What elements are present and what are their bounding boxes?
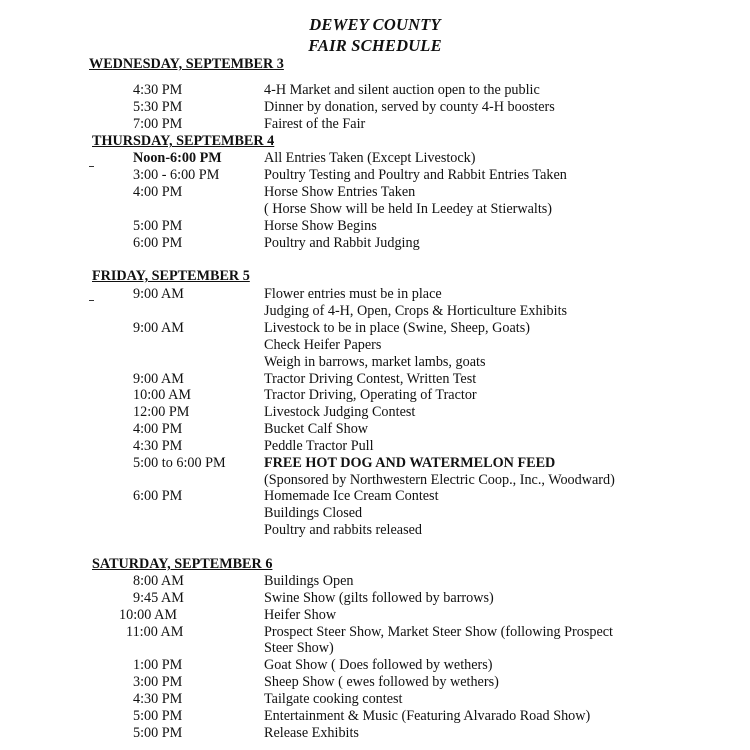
event-time: 5:00 to 6:00 PM xyxy=(133,455,226,471)
event-time: 4:30 PM xyxy=(133,691,183,707)
event-description: Goat Show ( Does followed by wethers) xyxy=(264,657,493,673)
event-description: Dinner by donation, served by county 4-H boosters xyxy=(264,99,555,115)
schedule-row xyxy=(0,522,750,539)
schedule-row xyxy=(0,674,750,691)
event-description: ( Horse Show will be held In Leedey at Stierwalts) xyxy=(264,201,553,217)
schedule-row xyxy=(0,184,750,201)
schedule-row xyxy=(0,640,750,657)
schedule-row xyxy=(0,421,750,438)
event-description: Horse Show Entries Taken xyxy=(264,184,416,200)
schedule-row xyxy=(0,116,750,133)
day-heading-saturday: SATURDAY, SEPTEMBER 6 xyxy=(92,556,273,572)
event-description: Bucket Calf Show xyxy=(264,421,369,437)
schedule-row xyxy=(0,99,750,116)
schedule-row xyxy=(0,303,750,320)
event-time: 3:00 PM xyxy=(133,674,183,690)
event-description: Judging of 4-H, Open, Crops & Horticulture Exhibits xyxy=(264,303,568,319)
event-description: Release Exhibits xyxy=(264,725,359,741)
event-time: 4:00 PM xyxy=(133,184,183,200)
schedule-row xyxy=(0,472,750,489)
event-description: Entertainment & Music (Featuring Alvarado Road Show) xyxy=(264,708,591,724)
schedule-row xyxy=(0,573,750,590)
event-description: Sheep Show ( ewes followed by wethers) xyxy=(264,674,499,690)
event-time: 5:00 PM xyxy=(133,725,183,741)
schedule-row xyxy=(0,657,750,674)
event-description: Steer Show) xyxy=(264,640,334,656)
event-time: 4:00 PM xyxy=(133,421,183,437)
schedule-row xyxy=(0,371,750,388)
event-description: FREE HOT DOG AND WATERMELON FEED xyxy=(264,455,556,471)
event-description: Poultry and rabbits released xyxy=(264,522,422,538)
event-description: Poultry Testing and Poultry and Rabbit Entries Taken xyxy=(264,167,567,183)
event-time: 4:30 PM xyxy=(133,82,183,98)
event-time: 9:00 AM xyxy=(133,286,184,302)
schedule-row xyxy=(0,387,750,404)
event-time: 9:00 AM xyxy=(133,320,184,336)
event-time: 4:30 PM xyxy=(133,438,183,454)
event-description: (Sponsored by Northwestern Electric Coop., Inc., Woodward) xyxy=(264,472,615,488)
schedule-row xyxy=(0,624,750,641)
event-description: Homemade Ice Cream Contest xyxy=(264,488,439,504)
schedule-row xyxy=(0,708,750,725)
schedule-row xyxy=(0,337,750,354)
event-description: Tailgate cooking contest xyxy=(264,691,403,707)
event-time: 3:00 - 6:00 PM xyxy=(133,167,220,183)
event-description: Prospect Steer Show, Market Steer Show (following Prospect xyxy=(264,624,613,640)
event-description: Buildings Open xyxy=(264,573,354,589)
event-description: Livestock Judging Contest xyxy=(264,404,416,420)
schedule-row xyxy=(0,354,750,371)
schedule-row xyxy=(0,590,750,607)
schedule-row xyxy=(0,455,750,472)
schedule-row xyxy=(0,607,750,624)
event-time: 5:00 PM xyxy=(133,218,183,234)
event-time: 9:45 AM xyxy=(133,590,184,606)
event-description: Horse Show Begins xyxy=(264,218,377,234)
event-description: 4-H Market and silent auction open to the public xyxy=(264,82,540,98)
event-time: 7:00 PM xyxy=(133,116,183,132)
day-heading-thursday: THURSDAY, SEPTEMBER 4 xyxy=(92,133,275,149)
schedule-row xyxy=(0,488,750,505)
schedule-row xyxy=(0,218,750,235)
event-description: All Entries Taken (Except Livestock) xyxy=(264,150,476,166)
event-description: Tractor Driving Contest, Written Test xyxy=(264,371,477,387)
event-description: Peddle Tractor Pull xyxy=(264,438,374,454)
event-time: 6:00 PM xyxy=(133,488,183,504)
event-time: 6:00 PM xyxy=(133,235,183,251)
event-time: 5:00 PM xyxy=(133,708,183,724)
schedule-row xyxy=(0,725,750,742)
event-time: 10:00 AM xyxy=(119,607,177,623)
schedule-row xyxy=(0,691,750,708)
schedule-row xyxy=(0,286,750,303)
title-line-2: FAIR SCHEDULE xyxy=(308,36,442,55)
day-heading-friday: FRIDAY, SEPTEMBER 5 xyxy=(92,268,250,284)
schedule-row xyxy=(0,235,750,252)
event-description: Check Heifer Papers xyxy=(264,337,382,353)
schedule-row xyxy=(0,320,750,337)
event-description: Buildings Closed xyxy=(264,505,363,521)
event-description: Flower entries must be in place xyxy=(264,286,442,302)
event-time: 8:00 AM xyxy=(133,573,184,589)
event-time: 9:00 AM xyxy=(133,371,184,387)
event-description: Heifer Show xyxy=(264,607,337,623)
event-description: Livestock to be in place (Swine, Sheep, Goats) xyxy=(264,320,530,336)
schedule-row xyxy=(0,505,750,522)
event-description: Tractor Driving, Operating of Tractor xyxy=(264,387,477,403)
schedule-row xyxy=(0,404,750,421)
event-time: 11:00 AM xyxy=(126,624,184,640)
event-time: 1:00 PM xyxy=(133,657,183,673)
event-description: Fairest of the Fair xyxy=(264,116,366,132)
event-time: Noon-6:00 PM xyxy=(133,150,222,166)
schedule-row xyxy=(0,82,750,99)
schedule-row xyxy=(0,167,750,184)
event-description: Swine Show (gilts followed by barrows) xyxy=(264,590,494,606)
event-time: 10:00 AM xyxy=(133,387,191,403)
schedule-row xyxy=(0,150,750,167)
day-heading-wednesday: WEDNESDAY, SEPTEMBER 3 xyxy=(89,56,284,72)
title-line-1: DEWEY COUNTY xyxy=(309,15,441,34)
event-time: 12:00 PM xyxy=(133,404,190,420)
schedule-row xyxy=(0,201,750,218)
schedule-row xyxy=(0,438,750,455)
event-description: Weigh in barrows, market lambs, goats xyxy=(264,354,486,370)
event-time: 5:30 PM xyxy=(133,99,183,115)
event-description: Poultry and Rabbit Judging xyxy=(264,235,420,251)
